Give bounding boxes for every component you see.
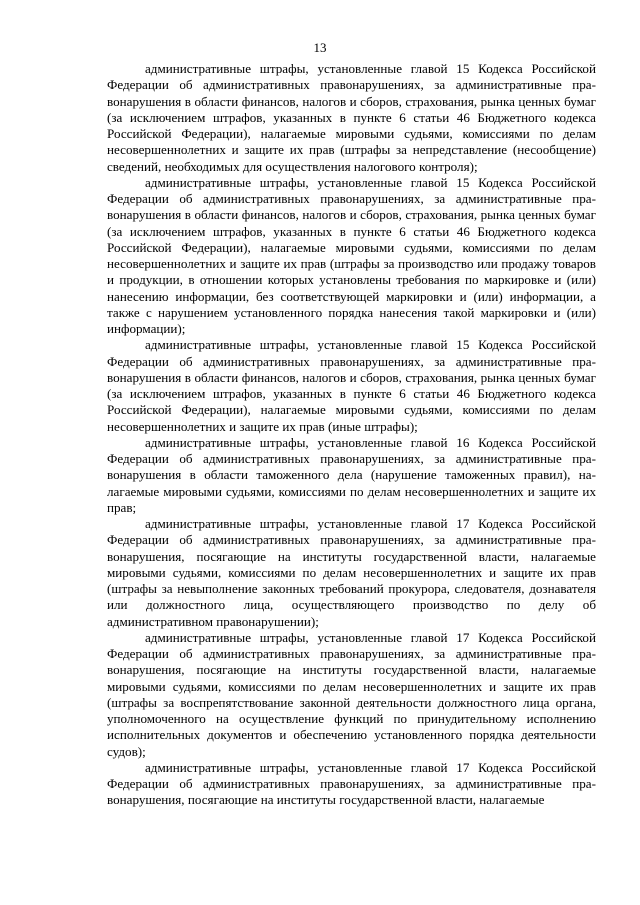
paragraph: административные штрафы, установленные главой 15 Кодекса Российской Федерации об административных правонарушениях, за административные правонарушения в области финансов, налогов и сборов, страхования, рынка ценных бумаг (за исключением штрафов, указанных в пункте 6 статьи 46 Бюджетного кодекса Российской Федерации), налагаемые мировыми судьями, комиссиями по делам несовершеннолетних и защите их прав (штрафы за производство или продажу товаров и продукции, в отношении которых установлены требования по маркировке и (или) нанесению информации, без соответствующей маркировки и (или) информации, а также с нарушением установленного порядка нанесения такой маркировки и (или) информации); [107, 174, 596, 336]
paragraph: административные штрафы, установленные главой 16 Кодекса Российской Федерации об административных правонарушениях, за административные правонарушения в области таможенного дела (нарушение таможенных правил), налагаемые мировыми судьями, комиссиями по делам несовершеннолетних и защите их прав; [107, 434, 596, 515]
paragraph: административные штрафы, установленные главой 17 Кодекса Российской Федерации об административных правонарушениях, за административные правонарушения, посягающие на институты государственной власти, налагаемые [107, 759, 596, 808]
page-number: 13 [313, 40, 327, 55]
paragraph: административные штрафы, установленные главой 15 Кодекса Российской Федерации об административных правонарушениях, за административные правонарушения в области финансов, налогов и сборов, страхования, рынка ценных бумаг (за исключением штрафов, указанных в пункте 6 статьи 46 Бюджетного кодекса Российской Федерации), налагаемые мировыми судьями, комиссиями по делам несовершеннолетних и защите их прав (иные штрафы); [107, 337, 596, 434]
paragraph: административные штрафы, установленные главой 15 Кодекса Российской Федерации об административных правонарушениях, за административные правонарушения в области финансов, налогов и сборов, страхования, рынка ценных бумаг (за исключением штрафов, указанных в пункте 6 статьи 46 Бюджетного кодекса Российской Федерации), налагаемые мировыми судьями, комиссиями по делам несовершеннолетних и защите их прав (штрафы за непредставление (несообщение) сведений, необходимых для осуществления налогового контроля); [107, 61, 596, 174]
document-body [107, 61, 596, 809]
paragraph: административные штрафы, установленные главой 17 Кодекса Российской Федерации об административных правонарушениях, за административные правонарушения, посягающие на институты государственной власти, налагаемые мировыми судьями, комиссиями по делам несовершеннолетних и защите их прав (штрафы за воспрепятствование законной деятельности должностного лица органа, уполномоченного на осуществление функций по принудительному исполнению исполнительных документов и обеспечению установленного порядка деятельности судов); [107, 629, 596, 759]
paragraph: административные штрафы, установленные главой 17 Кодекса Российской Федерации об административных правонарушениях, за административные правонарушения, посягающие на институты государственной власти, налагаемые мировыми судьями, комиссиями по делам несовершеннолетних и защите их прав (штрафы за невыполнение законных требований прокурора, следователя, дознавателя или должностного лица, осуществляющего производство по делу об административном правонарушении); [107, 516, 596, 629]
